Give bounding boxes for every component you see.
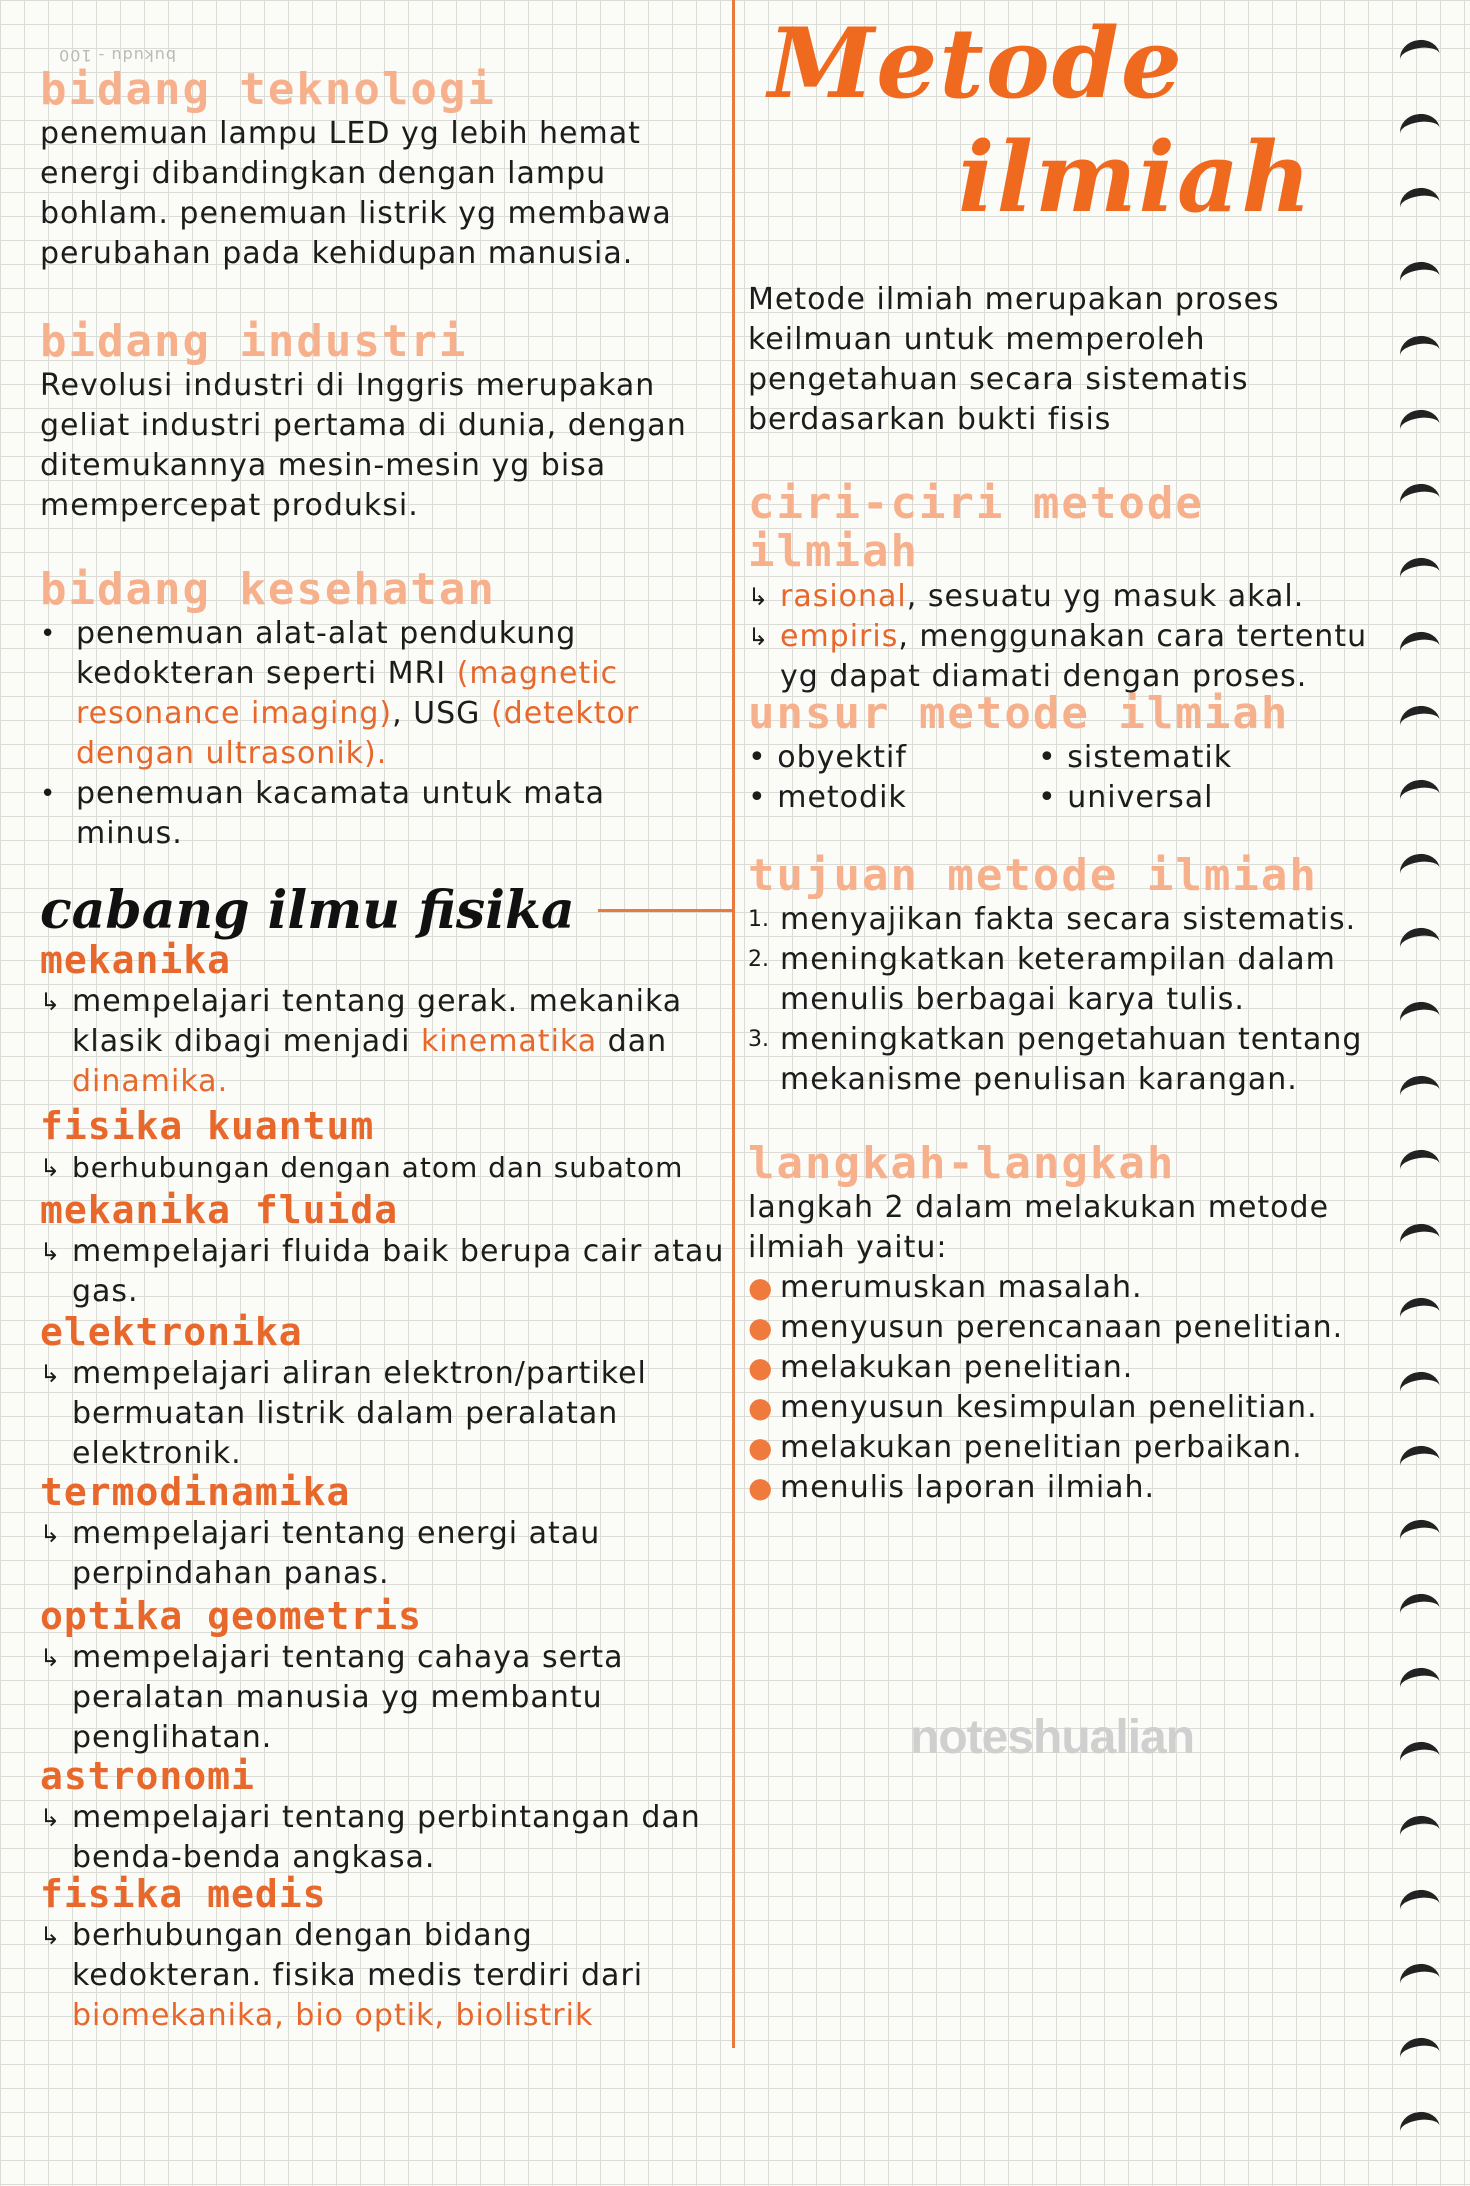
- text-elektronika: mempelajari aliran elektron/partikel bermuatan listrik dalam peralatan elektronik.: [72, 1355, 647, 1471]
- list-item: • universal: [1038, 780, 1214, 816]
- text-industri: Revolusi industri di Inggris merupakan geliat industri pertama di dunia, dengan ditemukannya mesin-mesin yg bisa mempercepat produksi.: [40, 368, 687, 524]
- arrow-icon: ↳: [40, 1921, 61, 1950]
- heading-astronomi: astronomi: [40, 1754, 255, 1798]
- binding-ring: [1398, 1887, 1442, 1926]
- text-langkah-intro: langkah 2 dalam melakukan metode ilmiah yaitu:: [748, 1190, 1330, 1266]
- text-astronomi: mempelajari tentang perbintangan dan benda-benda angkasa.: [72, 1799, 701, 1875]
- heading-unsur: unsur metode ilmiah: [748, 688, 1290, 739]
- binding-ring: [1398, 851, 1442, 890]
- binding-ring: [1398, 1517, 1442, 1556]
- section-kesehatan: [40, 566, 720, 854]
- heading-elektronika: elektronika: [40, 1310, 303, 1354]
- list-item: ● melakukan penelitian.: [748, 1348, 1388, 1388]
- list-item: 2. meningkatkan keterampilan dalam menulis berbagai karya tulis.: [748, 942, 1336, 1018]
- text-teknologi: penemuan lampu LED yg lebih hemat energi dibandingkan dengan lampu bohlam. penemuan listrik yg membawa perubahan pada kehidupan manusia.: [40, 116, 672, 272]
- section-fisika-kuantum: [40, 1106, 730, 1188]
- arrow-icon: ↳: [40, 1359, 61, 1388]
- arrow-icon: ↳: [40, 1153, 61, 1182]
- orange-dot: ●: [748, 1471, 773, 1505]
- binding-ring: [1398, 1295, 1442, 1334]
- binding-ring: [1398, 1443, 1442, 1482]
- binding-ring: [1398, 1147, 1442, 1186]
- mirrored-bleed-text: bukudu - 100: [58, 46, 176, 65]
- list-item: 3. meningkatkan pengetahuan tentang mekanisme penulisan karangan.: [748, 1022, 1363, 1098]
- text-mekanika-fluida: mempelajari fluida baik berupa cair atau gas.: [72, 1233, 725, 1309]
- binding-ring: [1398, 481, 1442, 520]
- section-ciri-ciri: [748, 480, 1388, 697]
- section-industri: [40, 318, 720, 526]
- text-ciri-empiris: empiris, menggunakan cara tertentu yg dapat diamati dengan proses.: [780, 618, 1368, 694]
- heading-langkah: langkah-langkah: [748, 1138, 1176, 1189]
- binding-ring: [1398, 2035, 1442, 2074]
- binding-ring: [1398, 925, 1442, 964]
- binding-ring: [1398, 629, 1442, 668]
- binding-ring: [1398, 1073, 1442, 1112]
- title-ilmiah: ilmiah: [958, 121, 1313, 234]
- center-divider-line: [732, 0, 735, 2048]
- list-item: ● merumuskan masalah.: [748, 1268, 1388, 1308]
- binding-ring: [1398, 111, 1442, 150]
- list-item: 1. menyajikan fakta secara sistematis.: [748, 902, 1357, 938]
- heading-bidang-teknologi: bidang teknologi: [40, 64, 496, 115]
- list-item: ● melakukan penelitian perbaikan.: [748, 1428, 1388, 1468]
- heading-fisika-kuantum: fisika kuantum: [40, 1104, 375, 1148]
- binding-ring: [1398, 777, 1442, 816]
- orange-dot: ●: [748, 1391, 773, 1425]
- list-item: ● menulis laporan ilmiah.: [748, 1468, 1388, 1508]
- binding-ring: [1398, 259, 1442, 298]
- title-cabang-ilmu-fisika: cabang ilmu fisika: [40, 880, 575, 941]
- heading-mekanika-fluida: mekanika fluida: [40, 1188, 399, 1232]
- text-optika-geometris: mempelajari tentang cahaya serta peralatan manusia yg membantu penglihatan.: [72, 1639, 624, 1755]
- list-item: [40, 614, 720, 774]
- watermark-text: noteshualian: [910, 1711, 1195, 1764]
- heading-underline: [598, 909, 732, 912]
- orange-dot: ●: [748, 1311, 773, 1345]
- heading-tujuan: tujuan metode ilmiah: [748, 850, 1318, 901]
- arrow-icon: ↳: [40, 1519, 61, 1548]
- orange-dot: ●: [748, 1271, 773, 1305]
- binding-ring: [1398, 37, 1442, 76]
- arrow-icon: ↳: [40, 1803, 61, 1832]
- heading-fisika-medis: fisika medis: [40, 1872, 327, 1916]
- orange-dot: ●: [748, 1351, 773, 1385]
- list-item: ● menyusun perencanaan penelitian.: [748, 1308, 1388, 1348]
- section-teknologi: [40, 66, 720, 274]
- list-item: • sistematik: [1038, 740, 1233, 776]
- heading-optika-geometris: optika geometris: [40, 1594, 423, 1638]
- arrow-icon: ↳: [40, 987, 61, 1016]
- heading-termodinamika: termodinamika: [40, 1470, 351, 1514]
- section-elektronika: [40, 1312, 730, 1474]
- binding-ring: [1398, 555, 1442, 594]
- section-langkah: [748, 1140, 1388, 1508]
- list-item: [40, 774, 720, 854]
- section-astronomi: [40, 1756, 730, 1878]
- binding-ring: [1398, 1813, 1442, 1852]
- binding-ring: [1398, 185, 1442, 224]
- text-mekanika: mempelajari tentang gerak. mekanika klasik dibagi menjadi kinematika dan dinamika.: [72, 983, 683, 1099]
- binding-ring: [1398, 1221, 1442, 1260]
- text-fisika-kuantum: berhubungan dengan atom dan subatom: [72, 1150, 684, 1184]
- binding-ring: [1398, 2109, 1442, 2148]
- binding-ring: [1398, 999, 1442, 1038]
- binding-ring: [1398, 703, 1442, 742]
- list-item: • obyektif: [748, 740, 907, 776]
- binding-ring: [1398, 1591, 1442, 1630]
- bullet-dot: •: [40, 619, 56, 650]
- arrow-icon: ↳: [40, 1237, 61, 1266]
- heading-bidang-industri: bidang industri: [40, 316, 468, 367]
- binding-ring: [1398, 1739, 1442, 1778]
- binding-ring: [1398, 1369, 1442, 1408]
- text-kesehatan-2: penemuan kacamata untuk mata minus.: [76, 776, 606, 852]
- title-metode: Metode: [768, 7, 1184, 120]
- list-item: ● menyusun kesimpulan penelitian.: [748, 1388, 1388, 1428]
- heading-bidang-kesehatan: bidang kesehatan: [40, 564, 496, 615]
- section-termodinamika: [40, 1472, 730, 1594]
- arrow-icon: ↳: [748, 622, 769, 651]
- heading-ciri-ciri: ciri-ciri metode ilmiah: [748, 478, 1204, 578]
- section-optika-geometris: [40, 1596, 730, 1758]
- bullet-dot: •: [40, 779, 56, 810]
- section-tujuan: [748, 852, 1388, 1100]
- arrow-icon: ↳: [40, 1643, 61, 1672]
- text-kesehatan-1: penemuan alat-alat pendukung kedokteran seperti MRI (magnetic resonance imaging), USG (detektor dengan ultrasonik).: [76, 616, 640, 772]
- arrow-icon: ↳: [748, 582, 769, 611]
- binding-ring: [1398, 1665, 1442, 1704]
- section-fisika-medis: [40, 1874, 730, 2036]
- list-item: • metodik: [748, 780, 907, 816]
- unsur-list: [748, 738, 1388, 818]
- text-intro-metode: Metode ilmiah merupakan proses keilmuan untuk memperoleh pengetahuan secara sistematis berdasarkan bukti fisis: [748, 282, 1280, 437]
- section-mekanika: [40, 940, 730, 1102]
- binding-ring: [1398, 1961, 1442, 2000]
- text-termodinamika: mempelajari tentang energi atau perpindahan panas.: [72, 1515, 601, 1591]
- section-unsur: [748, 690, 1388, 818]
- text-ciri-rasional: rasional, sesuatu yg masuk akal.: [780, 578, 1305, 614]
- heading-mekanika: mekanika: [40, 938, 232, 982]
- section-mekanika-fluida: [40, 1190, 730, 1312]
- binding-ring: [1398, 407, 1442, 446]
- spiral-binding: [1400, 40, 1460, 2186]
- orange-dot: ●: [748, 1431, 773, 1465]
- binding-ring: [1398, 333, 1442, 372]
- text-fisika-medis: berhubungan dengan bidang kedokteran. fisika medis terdiri dari biomekanika, bio optik, biolistrik: [72, 1917, 644, 2033]
